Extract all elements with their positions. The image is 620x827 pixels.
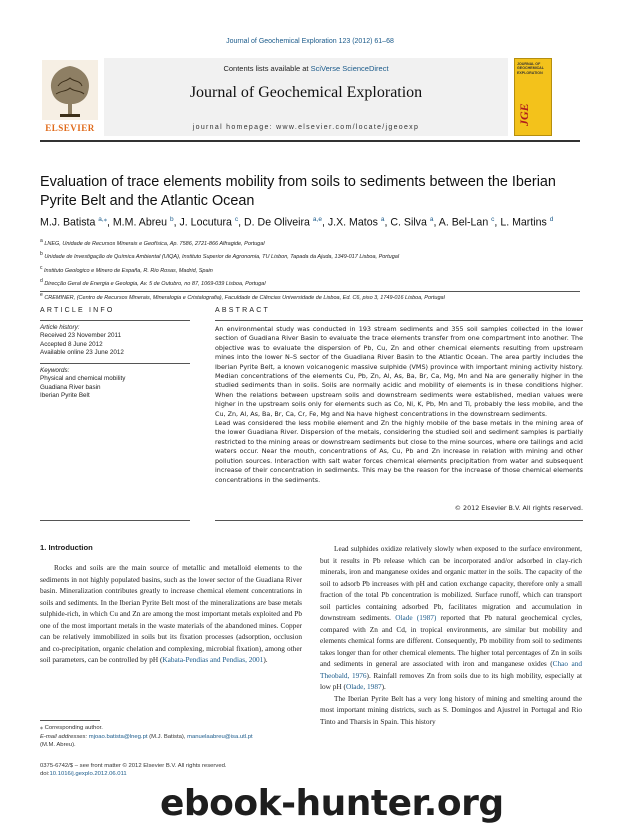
email-link[interactable]: manuelaabreu@isa.utl.pt [187,733,253,740]
abstract-paragraph: An environmental study was conducted in 193 stream sediments and 355 soil samples collected in the lower section of Guadiana River Basin to evaluate the trace elements transfer from one compartment into another. The objective was to evaluate the dispersion of Pb, Cu, Zn and other chemical elements resulting from upstream mines into the lower N–S sector of the Guadiana River Basin to the Atlantic Ocean. The area partly includes the Iberian Pyrite Belt, a known volcanogenic massive sulphide (VMS) province with important mining activity history. Median concentrations of the elements Cu, Pb, Zn, Al, As, Ba, Br, Ca, Mg, Mn and Na are generally higher in the studied sediments than in soils. Soils are normally acidic and mobility of elements is in these conditions higher. When the relations between upstream soils and downstream sediments were established, median values were higher in the upstream soils only for elements such as Co, Ni, K, Pb, Mn and Ti, probably the less mobile, and the Cu, Zn, Al, As, Ba, Br, Ca, Cr, Fe, Mg and Na have highest concentrations in the downstream sediments. [215,325,583,418]
article-info-heading: ARTICLE INFO [40,307,115,314]
abstract-rule [215,320,583,321]
keyword: Iberian Pyrite Belt [40,391,90,399]
journal-name: Journal of Geochemical Exploration [189,84,423,101]
sciencedirect-link[interactable]: SciVerse ScienceDirect [310,64,389,73]
author[interactable]: J. Locutura [179,216,232,229]
author[interactable]: J.X. Matos [327,216,378,229]
affiliation: $^e$ CREMINER, (Centro de Recursos Minerais, Mineralogia e Cristalografia), Faculdade de Ciências Universidade de Lisboa, Ed. C6, piso 3, 1749-016 Lisboa, Portugal [40,291,445,301]
contents-prefix: Contents lists available at [223,64,311,73]
footnote-rule [40,720,100,721]
publisher-logo-text: ELSEVIER [45,123,95,133]
affiliations [40,236,580,303]
info-bottom-rule [40,520,190,521]
running-head: Journal of Geochemical Exploration 123 (2012) 61–68 [226,38,394,45]
cover-abbrev: JGE [517,103,531,126]
citation-link[interactable]: Olade (1987) [395,613,437,622]
info-rule [40,320,190,321]
author[interactable]: D. De Oliveira [244,216,310,229]
author[interactable]: L. Martins [500,216,547,229]
keyword: Physical and chemical mobility [40,375,126,383]
author[interactable]: M.J. Batista [40,216,96,229]
doi-link[interactable]: 10.1016/j.gexplo.2012.06.011 [49,771,127,778]
footnote: ⁎ Corresponding author. E-mail addresses: mjoao.batista@lneg.pt (M.J. Batista), manuelaabreu@isa.utl.pt (M.M. Abreu). [40,725,253,748]
abstract-bottom-rule [215,520,583,521]
author[interactable]: C. Silva [390,216,427,229]
section-title: 1. Introduction [40,543,93,552]
affiliation: $^d$ Direcção Geral de Energia e Geologia, Av. 5 de Outubro, no 87, 1069-039 Lisboa, Portugal [40,278,266,288]
body-left-paragraph: Rocks and soils are the main source of metallic and metalloid elements to the sediments in not highly populated basins, such as the lower sector of the Guadiana River basin. Mineralization contributes greatly to increase chemical element concentrations in soils and sediments. In the Iberian Pyrite Belt most of the mineralizations are base metals sulphide-rich, in which Cu and Zn are among the most important metals exploited and Pb one of the most important metals in the waste materials of the abandoned mines. Copper can be relatively immobilized in soils but its fixation processes (adsorption, occlusion and co-precipitation, organic chelation and complexing, microbial fixation), among other soil parameters, can be controlled by pH (Kabata-Pendias and Pendias, 2001). [40,563,302,664]
watermark: ebook-hunter.org [160,783,504,824]
article-title: Evaluation of trace elements mobility from soils to sediments between the Iberian Pyrite Belt and the Atlantic Ocean [40,174,556,209]
citation-link[interactable]: Kabata-Pendias and Pendias, 2001 [162,655,264,664]
affiliation: $^a$ LNEG, Unidade de Recursos Minerais e Geofísica, Ap. 7586, 2721-866 Alfragide, Portugal [40,238,265,247]
header-rule [40,140,580,142]
journal-homepage[interactable]: journal homepage: www.elsevier.com/locate/jgeoexp [192,124,420,131]
article-history: Article history: Received 23 November 2011 Accepted 8 June 2012 Available online 23 June 2012 [40,324,124,356]
author[interactable]: M.M. Abreu [112,216,168,229]
contents-line [104,64,508,73]
issn-line: 0375-6742/$ – see front matter © 2012 Elsevier B.V. All rights reserved. doi:10.1016/j.gexplo.2012.06.011 [40,763,227,778]
body-paragraph: The Iberian Pyrite Belt has a very long history of mining and smelting around the most important mining districts, such as S. Domingos and Ajustrel in Portugal and Rio Tinto and Tharsis in Spain. This history [320,693,582,726]
citation-link[interactable]: Chao and Theobald, 1976 [320,659,583,680]
abstract-heading: ABSTRACT [215,307,270,314]
section-rule [40,291,580,292]
author-list: M.J. Batista $^{a,⁎}$, M.M. Abreu $^b$, J. Locutura $^c$, D. De Oliveira $^{a,e}$, J.X. Matos $^a$, C. Silva $^a$, A. Bel-Lan $^c$, L. Martins $^d$ [40,216,554,229]
abstract-text [215,325,583,485]
abstract-paragraph: Lead was considered the less mobile element and Zn the highly mobile of the base metals in the mining area of the lower Guadiana River. Dispersion of the metals, considering the studied soil and sediment samples is partially restricted to the mining areas or downstream sediments but close to the mine sources, where ore tailings and acid waters occur. Near the mouth, concentrations of As, Cu, Pb and Zn increase in relation with mining and other pollution sources. Interaction with salt water forces chemical elements precipitation from water and subsequent increase of their concentration in sediments. This may be the reason for the increase of those chemical elements concentrations in the sediments. [215,419,583,484]
body-paragraph: Lead sulphides oxidize relatively slowly when exposed to the surface environment, but it results in Pb release which can be incorporated and/or adsorbed in clay-rich minerals, iron and manganese oxides and organic matter in the soils. The capacity of the soil to adsorb Pb increases with pH and cation exchange capacity, therefore only a small fraction of the total Pb concentration is mobilized. Surface runoff, which can transport soil particles containing adsorbed Pb, facilitates migration and accumulation in downstream sediments. Olade (1987) reported that Pb natural geochemical cycles, compared with Zn and Cd, in tropical environments, are similar but mobility and elements chemical forms are different. Consequently, Pb mobility from soil to sediments takes longer than for other chemical elements. The higher total percentages of Zn in soils and sediments in general are associated with iron and manganese oxides (Chao and Theobald, 1976). Rainfall removes Zn from soils due to its high mobility, especially at low pH (Olade, 1987). [320,544,583,691]
keywords: Keywords: Physical and chemical mobility Guadiana River basin Iberian Pyrite Belt [40,367,190,400]
cover-title: JOURNAL OF GEOCHEMICAL EXPLORATION [517,62,544,75]
author[interactable]: A. Bel-Lan [438,216,489,229]
copyright: © 2012 Elsevier B.V. All rights reserved. [454,504,583,512]
affiliation: $^c$ Instituto Geologico e Minero de España, R. Rio Rosas, Madrid, Spain [40,264,213,274]
citation-link[interactable]: Olade, 1987 [345,682,382,691]
body-right-column [320,543,582,727]
affiliation: $^b$ Unidade de Investigação de Química Ambiental (UIQA), Instituto Superior de Agronomia, TU Lisbon, Tapada da Ajuda, 1349-017 Lisboa, Portugal [40,251,400,261]
email-link[interactable]: mjoao.batista@lneg.pt [88,733,148,740]
keyword: Guadiana River basin [40,383,101,391]
info-rule [40,363,190,364]
